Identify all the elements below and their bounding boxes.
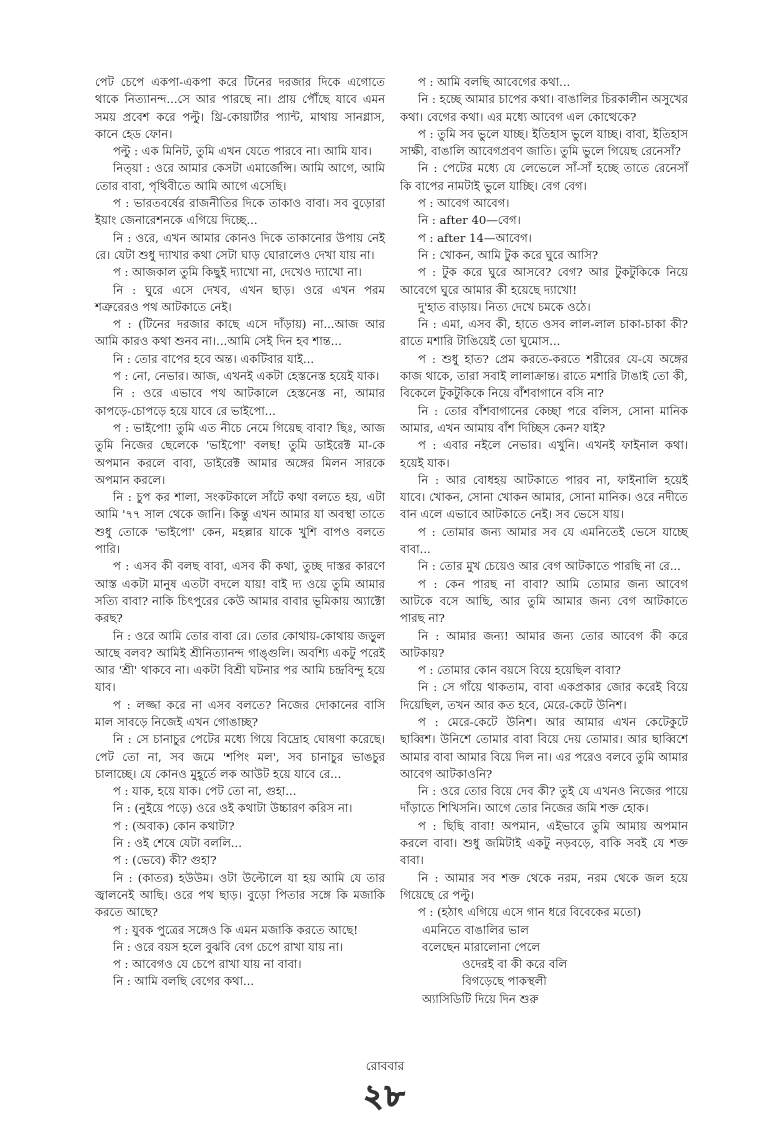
dialogue-line: প : তুমি সব ভুলে যাচ্ছ। ইতিহাস ভুলে যাচ্ছ। বাবা, ইতিহাস সাক্ষী, বাঙালি আবেগপ্রবণ জাতি। তুমি ভুলে গিয়েছ রেনেসাঁ? [400,126,688,159]
magazine-name: রোববার [365,1059,405,1073]
dialogue-line: প : ভাইপো! তুমি এত নীচে নেমে গিয়েছ বাবা? ছিঃ, আজ তুমি নিজের ছেলেকে 'ভাইপো' বলছ! তুমি ডাইরেক্ট মা-কে অপমান করলে বাবা, ডাইরেক্ট আমার অঙ্গের মিলন সারকে অপমান করলে। [95,420,385,487]
dialogue-line: প : (অবাক) কোন কথাটা? [113,818,235,833]
verse-line: বলেছেন মারালোনা পেলে [422,939,541,954]
verse-line: বিগড়েছে পাকস্থলী [462,974,547,989]
page-number: ২৮ [363,1079,407,1114]
dialogue-line: প : এসব কী বলছ বাবা, এসব কী কথা, তুচ্ছ দাস্তর কারণে আস্ত একটা মানুষ এতটা বদলে যায়! বাই দ্য ওয়ে তুমি আমার সত্যি বাবা? নাকি চিৎপুরের কেউ আমার বাবার ভূমিকায় অ্যাক্টো করছ? [95,559,385,626]
dialogue-line: নি : ওরে আমি তোর বাবা রে। তোর কোথায়-কোথায় জড়ুল আছে বলব? আমিই শ্রীনিত্যানন্দ গাঙ্গুলি। অবশ্যি একটু পরেই আর 'শ্রী' থাকবে না। একটা বিশ্রী ঘটনার পর আমি চন্দ্রবিন্দু হয়ে যাব। [95,628,385,695]
dialogue-line: প : নো, নেভার। আজ, এখনই একটা হেস্তনেস্ত হয়েই যাক। [113,369,380,384]
dialogue-line: নি : তোর বাঁশবাগানের কেচ্ছা পরে বলিস, সোনা মানিক আমার, এখন আমায় বাঁশ দিচ্ছিস কেন? যাই? [400,403,688,435]
dialogue-line: নি : ওরে বয়স হলে বুঝবি বেগ চেপে রাখা যায় না। [113,939,344,954]
dialogue-line: নি : এমা, এসব কী, হাতে ওসব লাল-লাল চাকা-চাকা কী? রাতে মশারি টাঙিয়েই তো ঘুমোস... [400,317,688,349]
dialogue-line: নি : তোর বাপের হবে অন্ত। একটিবার যাই... [113,351,315,366]
dialogue-line: প : (হঠাৎ এগিয়ে এসে গান ধরে বিবেকের মতো) [418,905,642,920]
dialogue-line: প : after 14—আবেগ। [418,230,532,245]
dialogue-line: প : যুবক পুত্রের সঙ্গেও কি এমন মজাকি করতে আছে! [113,922,359,937]
dialogue-line: নি : চুপ কর শালা, সংকটকালে সাঁটে কথা বলতে হয়, এটা আমি '৭৭ সাল থেকে জানি। কিন্তু এখন আমার যা অবস্থা তাতে শুধু তোকে 'ভাইপো' কেন, মহল্লার যাকে খুশি বাপও বলতে পারি। [95,490,385,557]
dialogue-line: নি : ঘুরে এসে দেখব, এখন ছাড়। ওরে এখন পরম শত্রুরেরও পথ আটকাতে নেই। [95,282,385,314]
dialogue-line: নি : আমার জন্য! আমার জন্য তোর আবেগ কী করে আটকায়? [400,628,688,660]
dialogue-line: প : তোমার কোন বয়সে বিয়ে হয়েছিল বাবা? [418,663,621,678]
dialogue-line: নি : ওরে তোর বিয়ে দেব কী? তুই যে এখনও নিজের পায়ে দাঁড়াতে শিখিসনি। আগে তোর নিজের জমি শক্ত হোক। [400,784,688,816]
dialogue-line: নি : সে চানাচুর পেটের মধ্যে গিয়ে বিদ্রোহ ঘোষণা করেছে। পেট তো না, সব জমে 'শপিং মল', সব চানাচুর ভাঙচুর চালাচ্ছে। যে কোনও মুহূর্তে লক আউট হয়ে যাবে রে... [95,732,385,781]
right-column [400,74,688,1008]
dialogue-line: প : শুধু হাত? প্রেম করতে-করতে শরীরের যে-যে অঙ্গের কাজ থাকে, তারা সবাই লালাক্রান্ত। রাতে মশারি টাঙাই তো কী, বিকেলে টুকটুকিকে নিয়ে বাঁশবাগানে বসি না? [400,351,688,401]
dialogue-line: নি : (কাতর) হউউম। ওটা উল্টোলে যা হয় আমি যে তার জ্বালনেই আছি। ওরে পথ ছাড়। বুড়ো পিতার সঙ্গে কি মজাকি করতে আছে? [95,870,385,920]
dialogue-line: প : (ভেবে) কী? গুহা? [113,853,217,868]
dialogue-line: নি : আর বোধহয় আটকাতে পারব না, ফাইনালি হয়েই যাবে। খোকন, সোনা খোকন আমার, সোনা মানিক। ওরে নদীতে বান এলে এভাবে আটকাতে নেই। সব ভেসে যায়। [400,472,688,522]
dialogue-line: প : আবেগও যে চেপে রাখা যায় না বাবা। [113,957,302,972]
stage-direction: দু'হাত বাড়ায়। নিত্য দেখে চমকে ওঠে। [418,299,591,314]
dialogue-line: নিত্য়া : ওরে আমার কেসটা এমার্জেন্সি। আমি আগে, আমি তোর বাবা, পৃথিবীতে আমি আগে এসেছি। [95,161,385,193]
dialogue-line: প : (টিনের দরজার কাছে এসে দাঁড়ায়) না...আজ আর আমি কারও কথা শুনব না।...আমি সেই দিন হব শান্ত... [95,317,385,349]
dialogue-line: প : যাক, হয়ে যাক। পেট তো না, গুহা... [113,784,297,799]
dialogue-line: প : কেন পারছ না বাবা? আমি তোমার জন্য আবেগ আটকে বসে আছি, আর তুমি আমার জন্য বেগ আটকাতে পারছ না? [400,576,688,626]
dialogue-line: নি : হচ্ছে আমার চাপের কথা। বাঙালির চিরকালীন অসুখের কথা। বেগের কথা। এর মধ্যে আবেগ এল কোত্থেকে? [400,92,688,124]
dialogue-line: নি : খোকন, আমি টুক করে ঘুরে আসি? [418,247,599,262]
dialogue-line: প : লজ্জা করে না এসব বলতে? নিজের দোকানের বাসি মাল সাবড়ে নিজেই এখন গোঙাচ্ছ? [95,697,385,729]
dialogue-line: নি : ওরে এভাবে পথ আটকালে হেস্তনেস্ত না, আমার কাপড়ে-চোপড়ে হয়ে যাবে রে ভাইপো... [95,386,385,418]
dialogue-line: নি : ওই শেষে যেটা বললি... [113,836,242,851]
dialogue-line: পল্টু : এক মিনিট, তুমি এখন যেতে পারবে না। আমি যাব। [113,144,372,159]
dialogue-line: নি : আমার সব শক্ত থেকে নরম, নরম থেকে জল হয়ে গিয়েছে রে পল্টু। [400,870,688,902]
verse-line: অ্যাসিডিটি দিয়ে দিন শুরু [422,991,539,1006]
verse-line: এমনিতে বাঙালির ভাল [422,922,529,937]
paragraph: পেট চেপে একপা-একপা করে টিনের দরজার দিকে এগোতে থাকে নিত্যানন্দ...সে আর পারছে না। প্রায় পৌঁছে যাবে এমন সময় প্রবেশ করে পল্টু। থ্রি-কোয়ার্টার প্যান্ট, মাথায় সানগ্লাস, কানে হেড ফোন। [95,75,385,141]
dialogue-line: প : টুক করে ঘুরে আসবে? বেগ? আর টুকটুকিকে নিয়ে আবেগে ঘুরে আমার কী হয়েছে দ্যাখো! [400,265,688,297]
dialogue-line: প : আজকাল তুমি কিছুই দ্যাখো না, দেখেও দ্যাখো না। [113,265,362,280]
verse-line: ওদেরই বা কী করে বলি [462,957,568,972]
dialogue-line: নি : সে গাঁয়ে থাকতাম, বাবা একপ্রকার জোর করেই বিয়ে দিয়েছিল, তখন আর কত হবে, মেরে-কেটে উনিশ। [400,680,688,712]
dialogue-line: প : আমি বলছি আবেগের কথা... [418,75,571,89]
dialogue-line: প : ভারতবর্ষের রাজনীতির দিকে তাকাও বাবা। সব বুড়োরা ইয়াং জেনারেশনকে এগিয়ে দিচ্ছে... [95,196,385,228]
left-column [95,74,385,991]
dialogue-line: নি : (নুইয়ে পড়ে) ওরে ওই কথাটা উচ্চারণ করিস না। [113,801,353,816]
dialogue-line: প : তোমার জন্য আমার সব যে এমনিতেই ভেসে যাচ্ছে বাবা... [400,524,688,557]
dialogue-line: নি : আমি বলছি বেগের কথা... [113,974,255,989]
dialogue-line: প : আবেগ আবেগ। [418,196,510,211]
dialogue-line: প : ছিছি বাবা! অপমান, এইভাবে তুমি আমায় অপমান করলে বাবা। শুধু জমিটাই একটু নড়বড়ে, বাকি সবই যে শক্ত বাবা। [400,818,688,868]
dialogue-line: প : এবার নইলে নেভার। এখুনি। এখনই ফাইনাল কথা। হয়েই যাক। [400,438,688,470]
dialogue-line: নি : after 40—বেগ। [418,213,521,228]
dialogue-line: প : মেরে-কেটে উনিশ। আর আমার এখন কেটেকুটে ছাব্বিশ। উনিশে তোমার বাবা বিয়ে দেয় তোমার। আর ছাব্বিশে আমার বাবা আমার বিয়ে দিল না। এর পরেও বলবে তুমি আমার আবেগ আটকাওনি? [400,714,688,781]
dialogue-line: নি : ওরে, এখন আমার কোনও দিকে তাকানোর উপায় নেই রে। যেটা শুধু দ্যাখার কথা সেটা ঘাড় ঘোরালেও দেখা যায় না। [95,230,385,262]
dialogue-line: নি : তোর মুখ চেয়েও আর বেগ আটকাতে পারছি না রে... [418,559,681,574]
song-verse [400,922,688,1008]
dialogue-line: নি : পেটের মধ্যে যে লেভেলে সাঁ-সাঁ হচ্ছে তাতে রেনেসাঁ কি বাপের নামটাই ভুলে যাচ্ছি। বেগ বেগ। [400,161,688,193]
